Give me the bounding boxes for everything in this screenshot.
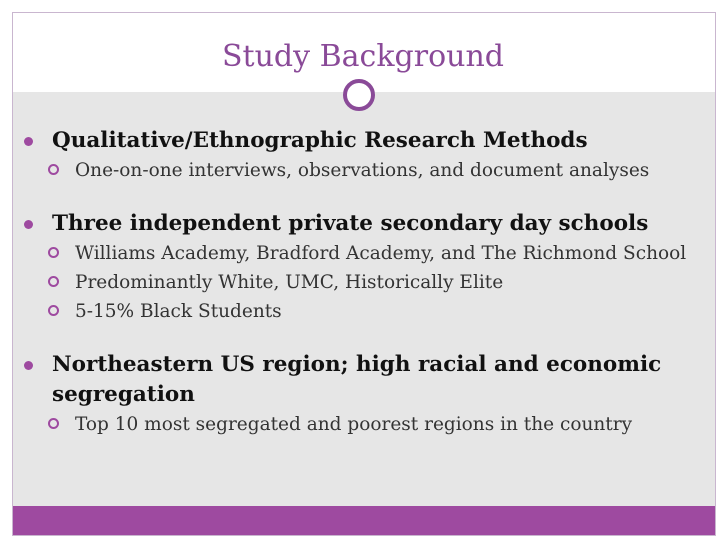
sub-bullet: Predominantly White, UMC, Historically Elite (13, 268, 693, 297)
bullet-list (13, 126, 693, 439)
bullet-heading: Three independent private secondary day schools (13, 209, 693, 239)
bullet-heading: Northeastern US region; high racial and economic segregation (13, 350, 693, 410)
bullet-dot-icon (24, 361, 33, 370)
ring-ornament-icon (343, 79, 375, 111)
sub-bullet: Top 10 most segregated and poorest regions in the country (13, 410, 693, 439)
sub-bullet-ring-icon (48, 418, 59, 429)
bullet-dot-icon (24, 220, 33, 229)
slide-title: Study Background (222, 39, 504, 74)
sub-bullet-ring-icon (48, 305, 59, 316)
sub-bullet-ring-icon (48, 164, 59, 175)
footer-bar (13, 506, 715, 535)
bullet-dot-icon (24, 137, 33, 146)
sub-bullet: 5-15% Black Students (13, 297, 693, 326)
bullet-heading: Qualitative/Ethnographic Research Methods (13, 126, 693, 156)
sub-bullet-ring-icon (48, 247, 59, 258)
sub-bullet: One-on-one interviews, observations, and document analyses (13, 156, 693, 185)
sub-bullet: Williams Academy, Bradford Academy, and The Richmond School (13, 239, 693, 268)
sub-bullet-ring-icon (48, 276, 59, 287)
